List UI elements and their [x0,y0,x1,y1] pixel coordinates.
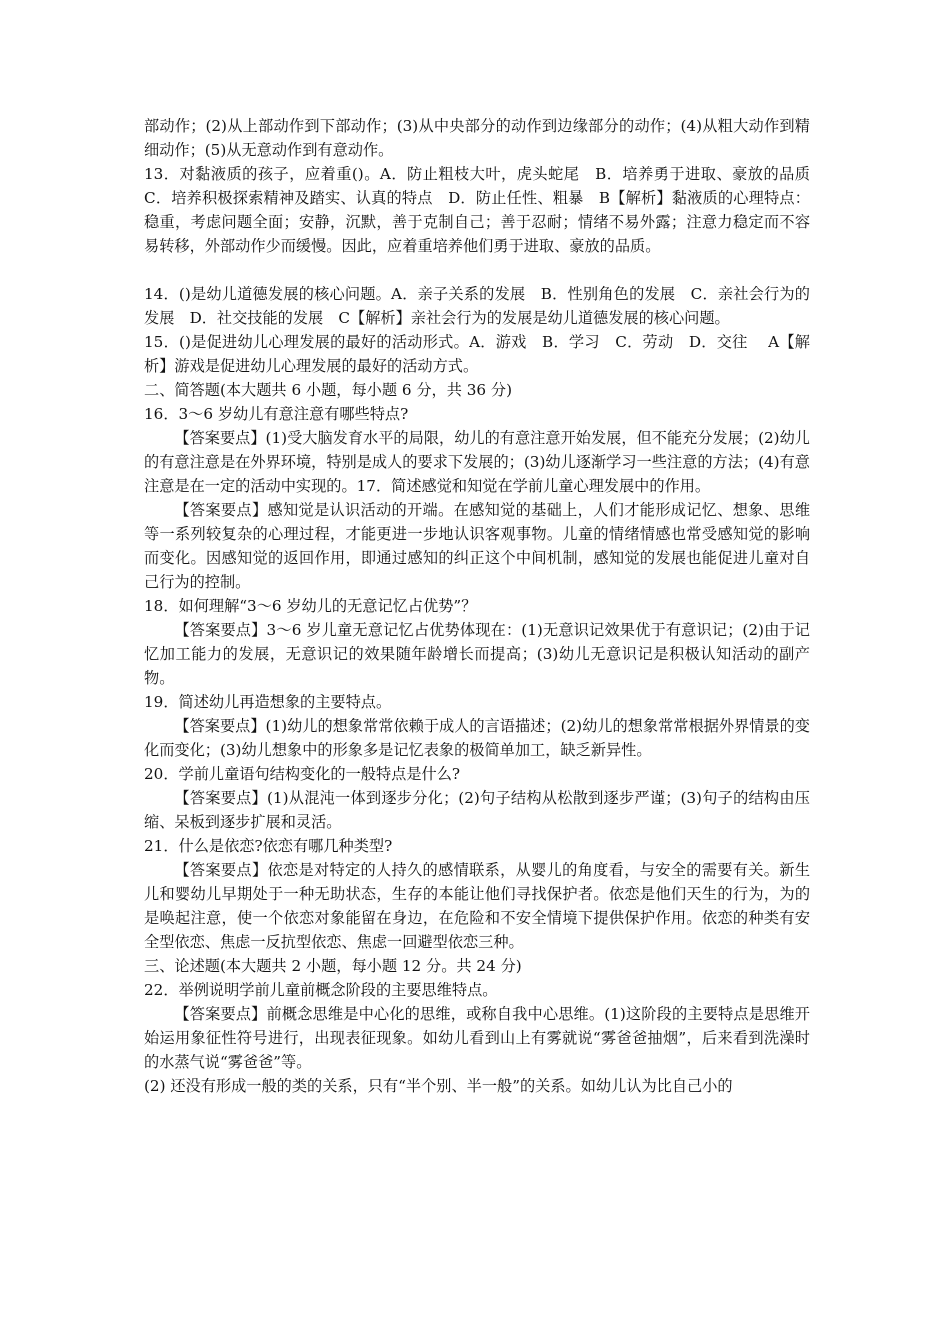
paragraph-1: 部动作；(2)从上部动作到下部动作；(3)从中央部分的动作到边缘部分的动作；(4)从粗大动作到精细动作；(5)从无意动作到有意动作。 [144,117,810,159]
answer-21: 【答案要点】依恋是对特定的人持久的感情联系，从婴儿的角度看，与安全的需要有关。新生儿和婴幼儿早期处于一种无助状态，生存的本能让他们寻找保护者。依恋是他们天生的行为，为的是唤起注意，使一个依恋对象能留在身边，在危险和不安全情境下提供保护作用。依恋的种类有安全型依恋、焦虑一反抗型依恋、焦虑一回避型依恋三种。 [144,861,810,951]
answer-16: 【答案要点】(1)受大脑发育水平的局限，幼儿的有意注意开始发展，但不能充分发展；(2)幼儿的有意注意是在外界环境，特别是成人的要求下发展的；(3)幼儿逐渐学习一些注意的方法；(4)有意注意是在一定的活动中实现的。17．简述感觉和知觉在学前儿童心理发展中的作用。 [144,429,810,495]
question-18: 18．如何理解“3～6 岁幼儿的无意记忆占优势”？ [144,597,477,615]
answer-17: 【答案要点】感知觉是认识活动的开端。在感知觉的基础上，人们才能形成记忆、想象、思维等一系列较复杂的心理过程，才能更进一步地认识客观事物。儿童的情绪情感也常受感知觉的影响而变化。因感知觉的返回作用，即通过感知的纠正这个中间机制，感知觉的发展也能促进儿童对自己行为的控制。 [144,501,810,591]
blank-line [144,258,810,282]
question-20: 20．学前儿童语句结构变化的一般特点是什么? [144,765,461,783]
answer-20: 【答案要点】(1)从混沌一体到逐步分化；(2)句子结构从松散到逐步严谨；(3)句子的结构由压缩、呆板到逐步扩展和灵活。 [144,789,810,831]
answer-19: 【答案要点】(1)幼儿的想象常常依赖于成人的言语描述；(2)幼儿的想象常常根据外界情景的变化而变化；(3)幼儿想象中的形象多是记忆表象的极简单加工，缺乏新异性。 [144,717,810,759]
question-14: 14．()是幼儿道德发展的核心问题。A．亲子关系的发展 B．性别角色的发展 C．亲社会行为的发展 D．社交技能的发展 C【解析】亲社会行为的发展是幼儿道德发展的核心问题。 [144,285,810,327]
question-21: 21．什么是依恋?依恋有哪几种类型? [144,837,393,855]
question-13: 13．对黏液质的孩子，应着重()。A．防止粗枝大叶，虎头蛇尾 B．培养勇于进取、豪放的品质 C．培养积极探索精神及踏实、认真的特点 D．防止任性、粗暴 B【解析】黏液质的心理特点：稳重，考虑问题全面；安静，沉默，善于克制自己；善于忍耐；情绪不易外露；注意力稳定而不容易转移，外部动作少而缓慢。因此，应着重培养他们勇于进取、豪放的品质。 [144,165,826,255]
question-19: 19．简述幼儿再造想象的主要特点。 [144,693,392,711]
document-page [144,114,826,1098]
answer-18: 【答案要点】3～6 岁儿童无意记忆占优势体现在：(1)无意识记效果优于有意识记；(2)由于记忆加工能力的发展，无意识记的效果随年龄增长而提高；(3)幼儿无意识记是积极认知活动的副产物。 [144,621,810,687]
question-15: 15．()是促进幼儿心理发展的最好的活动形式。A．游戏 B．学习 C．劳动 D．交往 A【解析】游戏是促进幼儿心理发展的最好的活动方式。 [144,333,810,375]
answer-22: 【答案要点】前概念思维是中心化的思维，或称自我中心思维。(1)这阶段的主要特点是思维开始运用象征性符号进行，出现表征现象。如幼儿看到山上有雾就说“雾爸爸抽烟”，后来看到洗澡时的水蒸气说“雾爸爸”等。 [144,1005,810,1071]
section-heading-short-answer: 二、简答题(本大题共 6 小题，每小题 6 分，共 36 分) [144,381,513,399]
question-16: 16．3～6 岁幼儿有意注意有哪些特点? [144,405,409,423]
question-22: 22．举例说明学前儿童前概念阶段的主要思维特点。 [144,981,498,999]
section-heading-essay: 三、论述题(本大题共 2 小题，每小题 12 分。共 24 分) [144,957,522,975]
answer-22-continued: (2) 还没有形成一般的类的关系，只有“半个别、半一般”的关系。如幼儿认为比自己小的 [144,1077,733,1095]
